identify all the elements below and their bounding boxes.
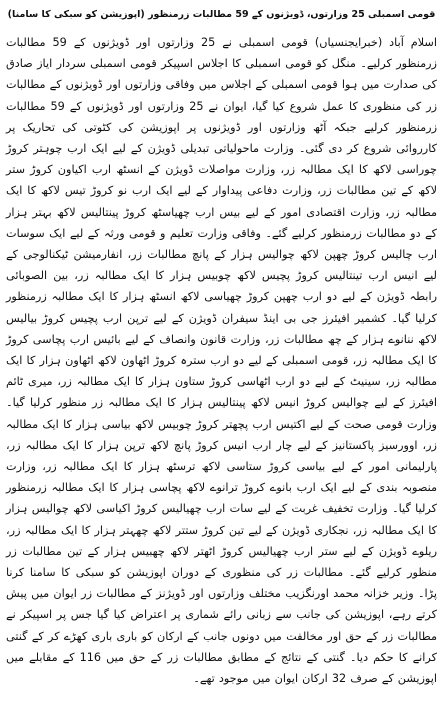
- article-body: اسلام آباد (خبرایجنسیاں) قومی اسمبلی نے 25 وزارتوں اور ڈویژنوں کے 59 مطالبات زرمنظور کرلیے۔ منگل کو قومی اسمبلی کا اجلاس اسپیکر قومی اسمبلی سردار ایاز صادق کی صدارت میں ہوا قومی اسمبلی کے اجلاس میں وفاقی وزارتوں اور ڈویژنوں کے مطالبات زر کی منظوری کا عمل شروع کیا گیا، ایوان نے 25 وزارتوں اور ڈویژنوں کے 59 مطالبات زرمنظور کرلیے جبکہ آٹھ وزارتوں اور ڈویژنوں پر اپوزیشن کی کٹوتی کی تحاریک پر کارروائی شروع کر دی گئی۔ وزارت ماحولیاتی تبدیلی ڈویژن کے لیے ایک ارب چوہتر کروڑ چوراسی لاکھ کا ایک مطالبہ زر، وزارت مواصلات ڈویژن کے انسٹھ ارب اکیاون کروڑ ستر لاکھ کے تین مطالبات زر، وزارت دفاعی پیداوار کے لیے ایک ارب نو کروڑ تیس لاکھ کا ایک مطالبہ زر، وزارت اقتصادی امور کے لیے بیس ارب چھیاسٹھ کروڑ پینتالیس لاکھ بہتر ہزار کے دو مطالبات زرمنظور کرلیے گئے۔ وفاقی وزارت تعلیم و قومی ورثہ کے لیے ایک سوسات ارب چالیس کروڑ چھپن لاکھ چوالیس ہزار کے پانچ مطالبات زر، انفارمیشن ٹیکنالوجی کے لیے انیس ارب تینتالیس کروڑ پچیس لاکھ چوبیس ہزار کا ایک مطالبہ زر، بین الصوبائی رابطہ ڈویژن کے لیے دو ارب چھپن کروڑ چھیاسی لاکھ انسٹھ ہزار کا ایک مطالبہ زرمنظور کرلیا گیا۔ کشمیر افیئرز جی بی اینڈ سیفران ڈویژن کے لیے ترپن ارب پچیس کروڑ بیالیس لاکھ ننانوے ہزار کے چھ مطالبات زر، وزارت قانون وانصاف کے لیے بائیس ارب پچاسی کروڑ کا ایک مطالبہ زر، قومی اسمبلی کے لیے دو ارب سترہ کروڑ اٹھاون لاکھ اٹھاون ہزار کا ایک مطالبہ زر، سینیٹ کے لیے دو ارب اٹھاسی کروڑ ستاون ہزار کا ایک مطالبہ زر، میری ٹائم افیئرز کے لیے چوالیس کروڑ انیس لاکھ پینتالیس ہزار کا ایک مطالبہ زر منظور کرلیا گیا۔ وزارت قومی صحت کے لیے اکتیس ارب پچھتر کروڑ چوبیس لاکھ بیاسی ہزار کا ایک مطالبہ زر، اوورسیز پاکستانیز کے لیے چار ارب انیس کروڑ پانچ لاکھ ترپن ہزار کا ایک مطالبہ زر، پارلیمانی امور کے لیے بیاسی کروڑ ستاسی لاکھ ترسٹھ ہزار کا ایک مطالبہ زر، وزارت منصوبہ بندی کے لیے ایک ارب بانوے کروڑ ترانوے لاکھ پچاسی ہزار کا ایک مطالبہ زرمنظور کرلیا گیا۔ وزارت تخفیف غربت کے لیے سات ارب چھیالیس کروڑ اکیاسی لاکھ چوالیس ہزار کا ایک مطالبہ زر، نجکاری ڈویژن کے لیے تین کروڑ ستتر لاکھ چھہتر ہزار کا ایک مطالبہ زر، ریلوے ڈویژن کے لیے ستر ارب چھیالیس کروڑ اٹھتر لاکھ چھبیس ہزار کے تین مطالبات زر منظور کرلیے گئے۔ مطالبات زر کی منظوری کے دوران اپوزیشن کو سبکی کا سامنا کرنا پڑا۔ وزیر خزانہ محمد اورنگزیب مختلف وزارتوں اور ڈویژنز کے مطالبات زر ایوان میں پیش کرتے رہے، اپوزیشن کی جانب سے زبانی رائے شماری پر اعتراض کیا گیا جس پر اسپیکر نے مطالبات زر کے حق اور مخالفت میں دونوں جانب کے ارکان کو باری باری کھڑے کر کے گنتی کرانے کا حکم دیا۔ گنتی کے نتائج کے مطابق مطالبات زر کے حق میں 116 کے مقابلے میں اپوزیشن کے صرف 32 ارکان ایوان میں موجود تھے۔: [6, 36, 438, 686]
- article-headline: قومی اسمبلی 25 وزارتوں، ڈویژنوں کے 59 مطالبات زرمنظور (اپوزیشن کو سبکی کا سامنا): [7, 9, 436, 20]
